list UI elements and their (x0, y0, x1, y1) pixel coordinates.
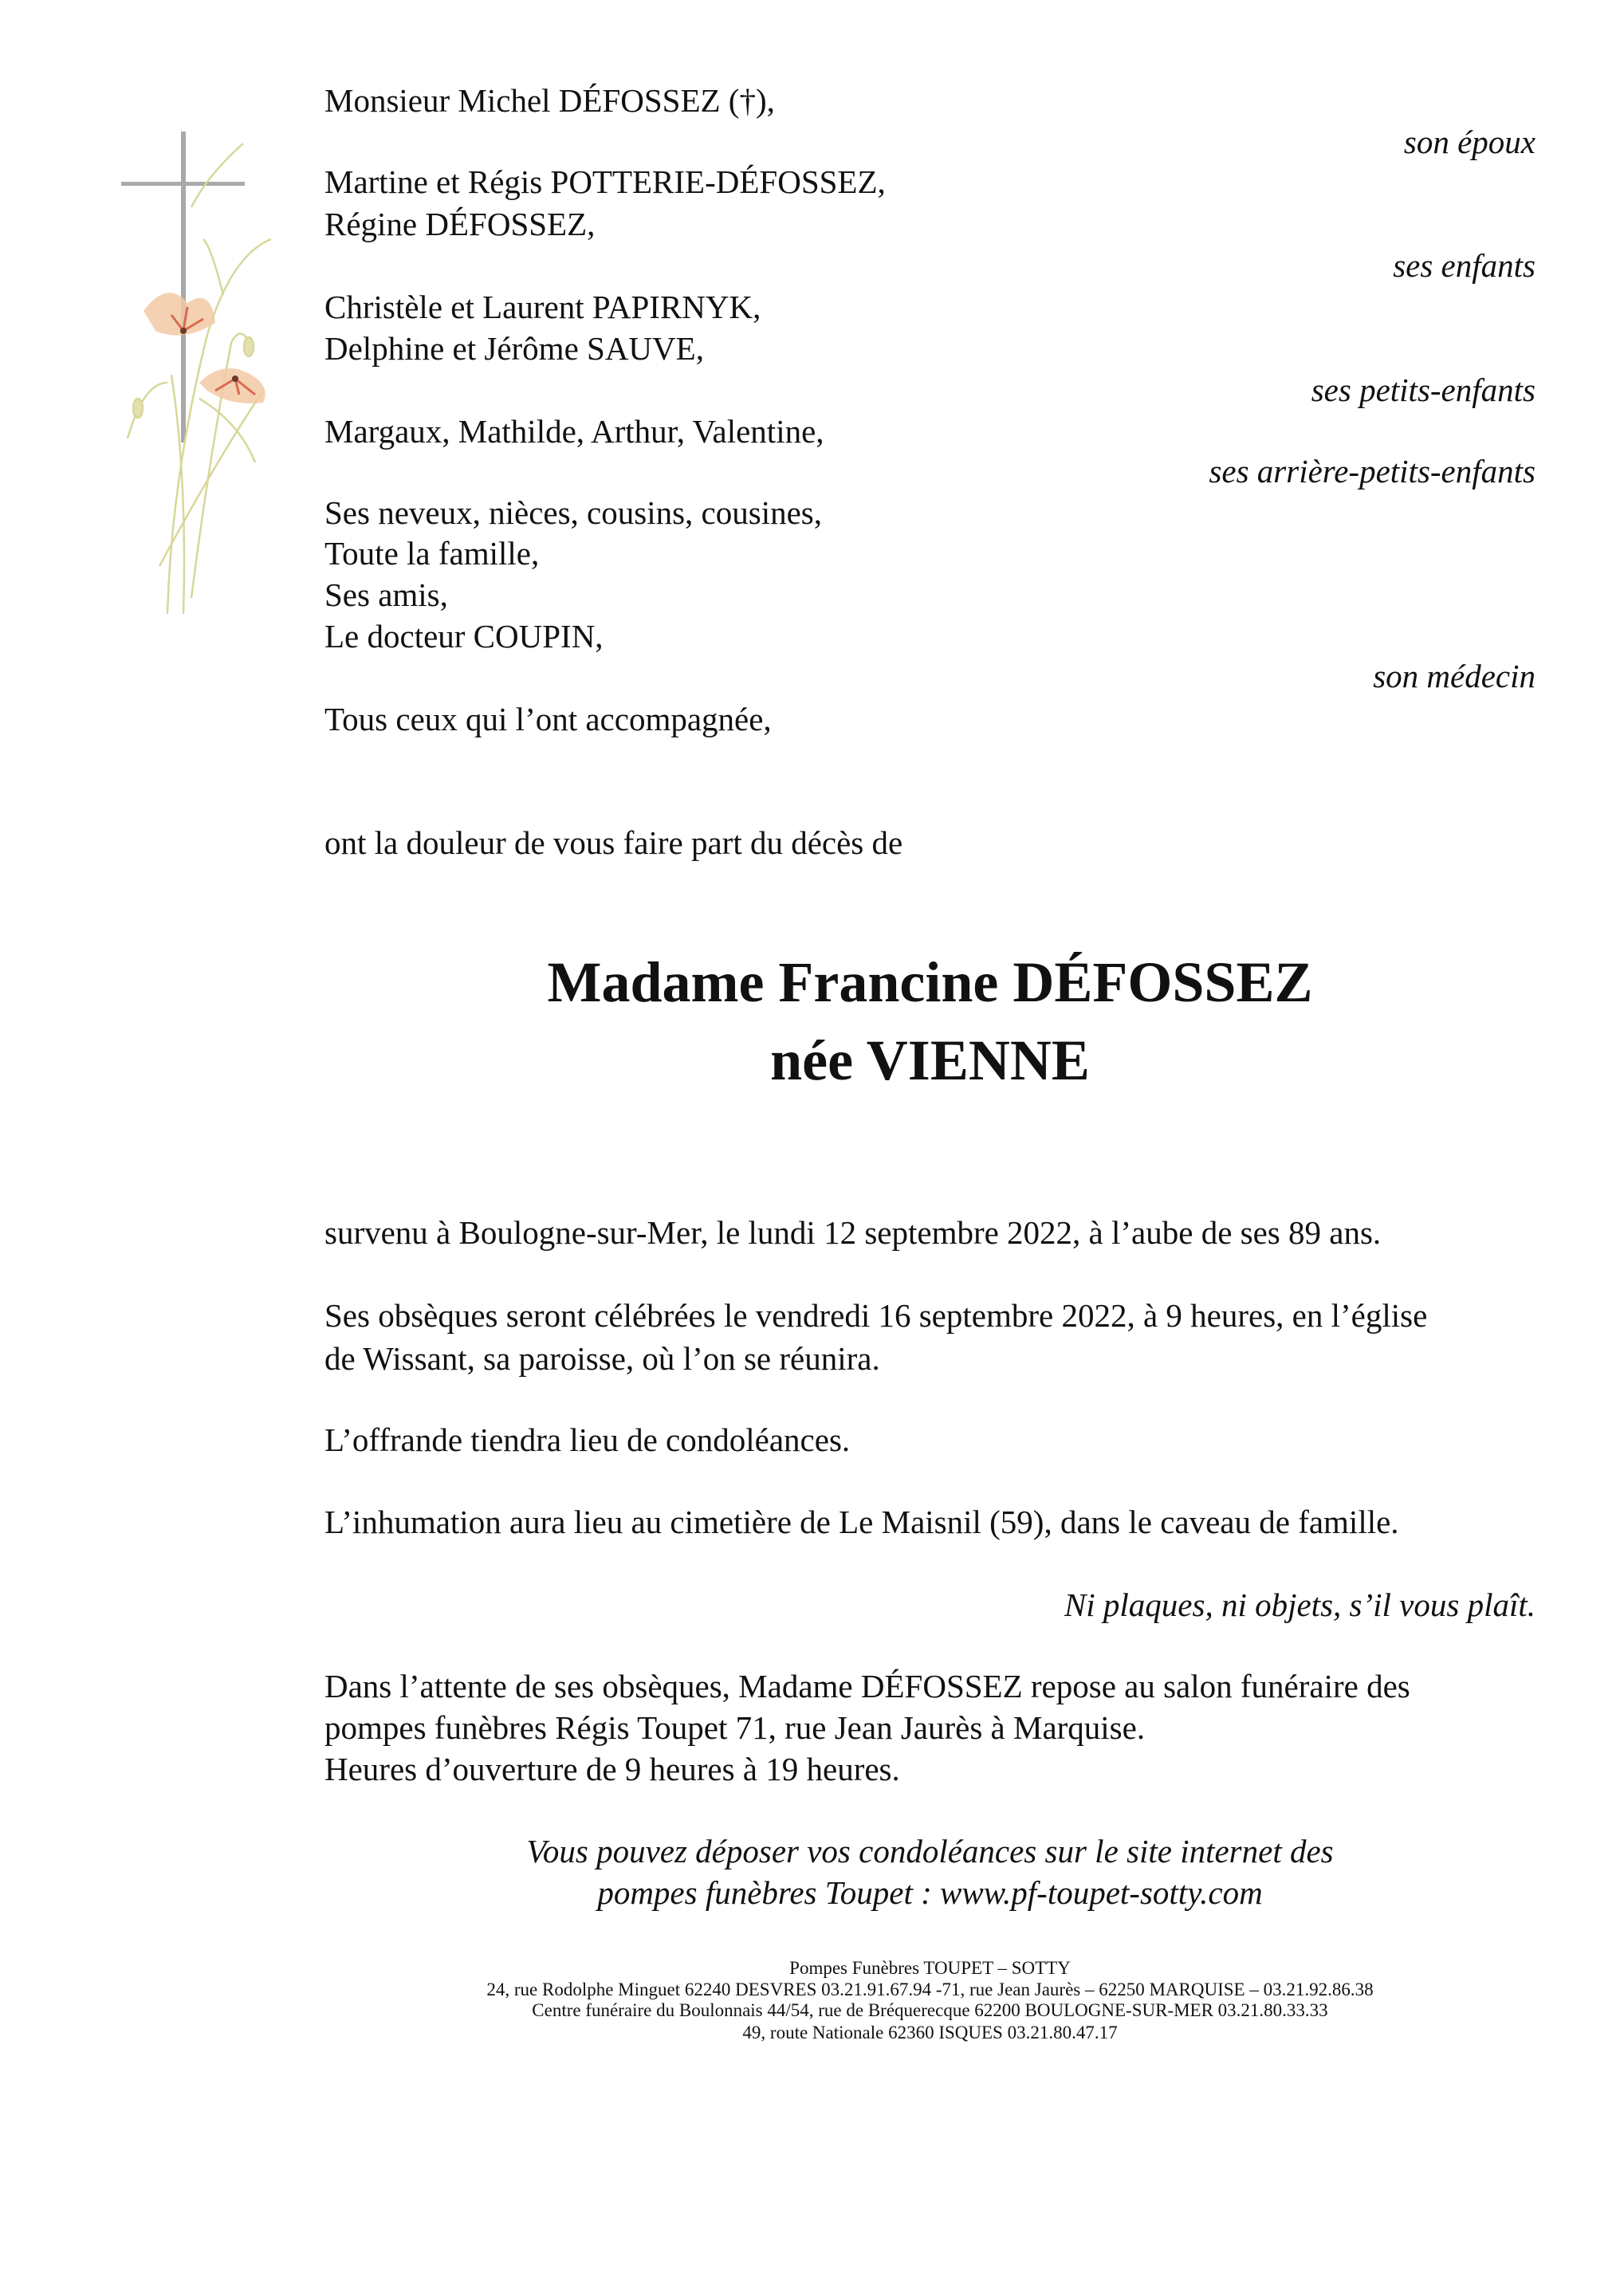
deceased-maiden-name: née VIENNE (770, 1028, 1090, 1092)
viewing-details-line1: Dans l’attente de ses obsèques, Madame DÉFOSSEZ repose au salon funéraire des (324, 1668, 1410, 1704)
relation-label-great-grandchildren: ses arrière-petits-enfants (1209, 453, 1536, 489)
footer-address-line3: 49, route Nationale 62360 ISQUES 03.21.80.47.17 (742, 2023, 1118, 2042)
relation-label-doctor: son médecin (1373, 658, 1536, 694)
family-member-grandchild: Christèle et Laurent PAPIRNYK, (324, 289, 761, 325)
family-member-child: Martine et Régis POTTERIE-DÉFOSSEZ, (324, 163, 886, 200)
family-member-grandchild: Delphine et Jérôme SAUVE, (324, 330, 704, 367)
condolences-line2: pompes funèbres Toupet : www.pf-toupet-sotty.com (597, 1874, 1263, 1911)
footer-address-line2: Centre funéraire du Boulonnais 44/54, rue de Bréquerecque 62200 BOULOGNE-SUR-MER 03.21.80.33.33 (532, 2000, 1328, 2020)
condolences-line1: Vous pouvez déposer vos condoléances sur le site internet des (526, 1833, 1334, 1869)
no-plaques-note: Ni plaques, ni objets, s’il vous plaît. (1064, 1586, 1536, 1623)
viewing-details-line2: pompes funèbres Régis Toupet 71, rue Jean Jaurès à Marquise. (324, 1709, 1146, 1746)
relation-label-children: ses enfants (1393, 247, 1536, 284)
burial-details: L’inhumation aura lieu au cimetière de Le Maisnil (59), dans le caveau de famille. (324, 1504, 1399, 1540)
funeral-details-line2: de Wissant, sa paroisse, où l’on se réunira. (324, 1340, 880, 1377)
family-member-great-grandchildren: Margaux, Mathilde, Arthur, Valentine, (324, 413, 824, 450)
family-member-doctor: Le docteur COUPIN, (324, 618, 604, 655)
funeral-details-line1: Ses obsèques seront célébrées le vendredi 16 septembre 2022, à 9 heures, en l’église (324, 1297, 1428, 1334)
announcement-text: ont la douleur de vous faire part du décès de (324, 824, 903, 861)
offering-note: L’offrande tiendra lieu de condoléances. (324, 1421, 851, 1458)
family-member-relatives: Ses neveux, nièces, cousins, cousines, (324, 494, 822, 531)
family-member-family: Toute la famille, (324, 535, 540, 572)
footer-company-name: Pompes Funèbres TOUPET – SOTTY (789, 1958, 1071, 1978)
footer-address-line1: 24, rue Rodolphe Minguet 62240 DESVRES 03.21.91.67.94 -71, rue Jean Jaurès – 62250 MARQUISE – 03.21.92.86.38 (486, 1980, 1374, 1999)
family-member-others: Tous ceux qui l’ont accompagnée, (324, 701, 772, 737)
cross-flower-illustration (112, 120, 303, 630)
family-member-friends: Ses amis, (324, 576, 448, 613)
relation-label-grandchildren: ses petits-enfants (1311, 372, 1536, 408)
family-member-child: Régine DÉFOSSEZ, (324, 206, 596, 242)
opening-hours: Heures d’ouverture de 9 heures à 19 heures. (324, 1751, 900, 1787)
relation-label-spouse: son époux (1403, 124, 1536, 160)
family-member-husband: Monsieur Michel DÉFOSSEZ (†), (324, 82, 775, 119)
deceased-name: Madame Francine DÉFOSSEZ (547, 950, 1313, 1014)
death-details: survenu à Boulogne-sur-Mer, le lundi 12 septembre 2022, à l’aube de ses 89 ans. (324, 1214, 1382, 1251)
